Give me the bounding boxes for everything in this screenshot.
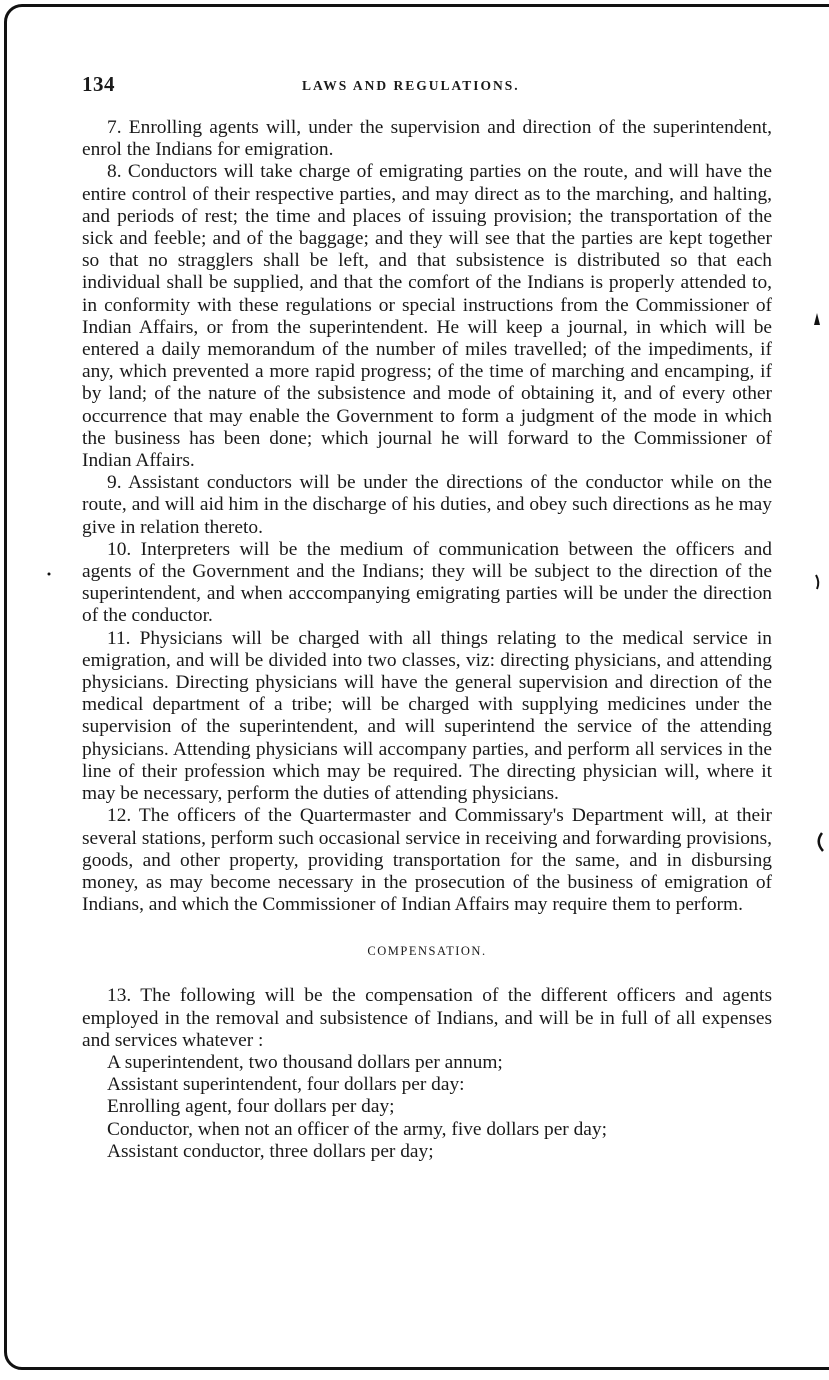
paragraph-8: 8. Conductors will take charge of emigrating parties on the route, and will have the entire control of their respective parties, and may direct as to the marching, and halting, and periods of rest; the time and places of issuing provision; the transportation of the sick and feeble; and of the baggage; and they will see that the parties are kept together so that no stragglers shall be left, and that subsistence is distributed so that each individual shall be supplied, and that the comfort of the Indians is properly attended to, in conformity with these regulations or special instructions from the Commissioner of Indian Affairs, or from the superintendent. He will keep a journal, in which will be entered a daily memorandum of the number of miles travelled; of the impediments, if any, which prevented a more rapid progress; of the time of marching and encamping, if by land; of the nature of the subsistence and mode of obtaining it, and of every other occurrence that may enable the Government to form a judgment of the mode in which the business has been done; which journal he will forward to the Commissioner of Indian Affairs.: [82, 161, 772, 472]
paragraph-9: 9. Assistant conductors will be under the directions of the conductor while on the route, and will aid him in the discharge of his duties, and obey such directions as he may give in relation thereto.: [82, 472, 772, 538]
margin-dot-icon: [46, 570, 52, 578]
running-title: LAWS AND REGULATIONS.: [302, 78, 520, 93]
margin-mark-icon: [812, 312, 822, 326]
paragraph-12: 12. The officers of the Quartermaster and Commissary's Department will, at their several stations, perform such occasional service in receiving and forwarding provisions, goods, and other property, providing transportation for the same, and in disbursing money, as may become necessary in the prosecution of the business of emigration of Indians, and which the Commissioner of Indian Affairs may require them to perform.: [82, 805, 772, 916]
compensation-item: A superintendent, two thousand dollars per annum;: [107, 1051, 503, 1073]
paragraph-10: 10. Interpreters will be the medium of communication between the officers and agents of the Government and the Indians; they will be subject to the direction of the superintendent, and when acccompanying emigrating parties will be under the direction of the conductor.: [82, 538, 772, 627]
paragraph-11: 11. Physicians will be charged with all things relating to the medical service in emigration, and will be divided into two classes, viz: directing physicians, and attending physicians. Directing physicians will have the general supervision and direction of the medical department of a tribe; will be charged with supplying medicines under the supervision of the superintendent, and will superintend the service of the attending physicians. Attending physicians will accompany parties, and perform all services in the line of their profession which may be required. The directing physician will, where it may be necessary, perform the duties of attending physicians.: [82, 627, 772, 805]
compensation-item: Conductor, when not an officer of the army, five dollars per day;: [107, 1118, 607, 1140]
paragraph-13: 13. The following will be the compensation of the different officers and agents employed in the removal and subsistence of Indians, and will be in full of all expenses and services whatever :: [82, 985, 772, 1051]
running-head: [82, 72, 772, 100]
page-number: 134: [82, 72, 115, 96]
margin-mark-icon: [814, 832, 826, 852]
section-heading: COMPENSATION.: [367, 944, 487, 959]
page-body: [82, 117, 772, 1163]
compensation-item: Assistant conductor, three dollars per day;: [107, 1140, 434, 1162]
paragraph-7: 7. Enrolling agents will, under the supervision and direction of the superintendent, enrol the Indians for emigration.: [82, 117, 772, 161]
compensation-item: Assistant superintendent, four dollars per day:: [107, 1074, 465, 1096]
margin-mark-icon: [814, 574, 822, 590]
compensation-item: Enrolling agent, four dollars per day;: [107, 1096, 395, 1118]
